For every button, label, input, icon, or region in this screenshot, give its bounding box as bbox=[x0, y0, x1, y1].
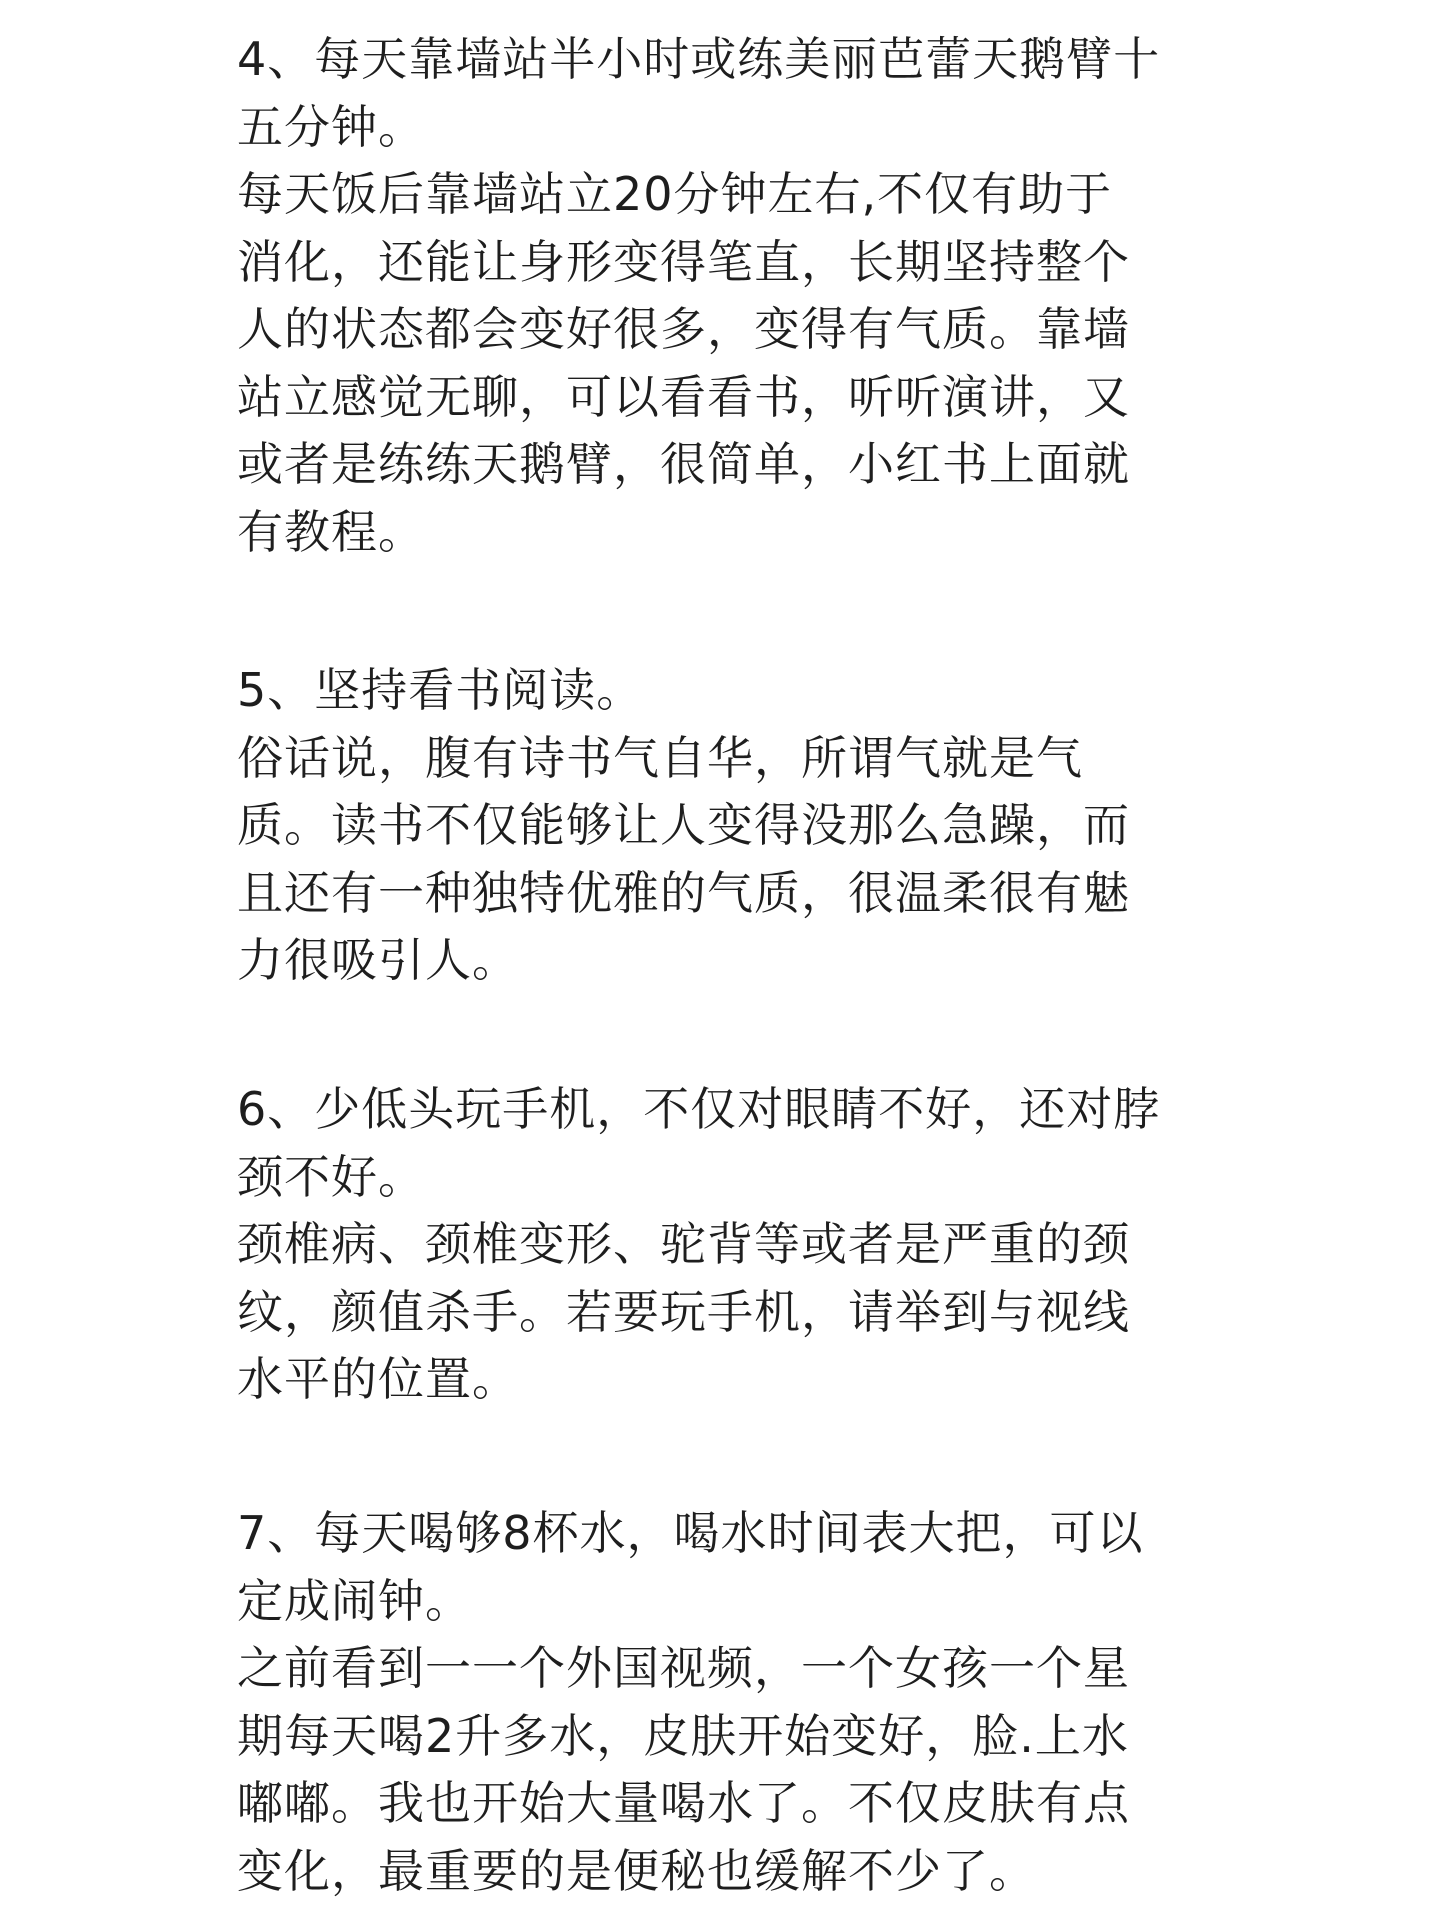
section-body-line: 每天饭后靠墙站立20分钟左右,不仅有助于 bbox=[237, 167, 1113, 221]
section-body-line: 人的状态都会变好很多，变得有气质。靠墙 bbox=[237, 302, 1130, 356]
section-body-line: 之前看到一一个外国视频，一个女孩一个星 bbox=[237, 1641, 1130, 1695]
section-heading-line: 五分钟。 bbox=[237, 99, 425, 154]
section-heading-line: 颈不好。 bbox=[237, 1149, 425, 1204]
section-7 bbox=[237, 1500, 1237, 1905]
section-body-line: 质。读书不仅能够让人变得没那么急躁，而 bbox=[237, 798, 1130, 852]
section-body-line: 颈椎病、颈椎变形、驼背等或者是严重的颈 bbox=[237, 1217, 1130, 1271]
section-heading-line: 5、坚持看书阅读。 bbox=[237, 663, 644, 717]
section-body-line: 有教程。 bbox=[237, 504, 425, 559]
section-6 bbox=[237, 1076, 1237, 1414]
section-body-line: 力很吸引人。 bbox=[237, 933, 519, 987]
section-heading-line: 4、每天靠墙站半小时或练美丽芭蕾天鹅臂十 bbox=[237, 32, 1161, 86]
section-heading-line: 定成闹钟。 bbox=[237, 1573, 472, 1628]
section-heading-line: 6、少低头玩手机，不仅对眼睛不好，还对脖 bbox=[237, 1082, 1161, 1136]
section-body-line: 消化，还能让身形变得笔直，长期坚持整个 bbox=[237, 234, 1130, 289]
section-body-line: 纹，颜值杀手。若要玩手机，请举到与视线 bbox=[237, 1284, 1130, 1339]
section-4 bbox=[237, 26, 1237, 566]
section-body-line: 且还有一种独特优雅的气质，很温柔很有魅 bbox=[237, 865, 1130, 920]
section-body-line: 期每天喝2升多水，皮肤开始变好，脸.上水 bbox=[237, 1708, 1129, 1763]
section-body-line: 嘟嘟。我也开始大量喝水了。不仅皮肤有点 bbox=[237, 1776, 1130, 1830]
section-body-line: 或者是练练天鹅臂，很简单，小红书上面就 bbox=[237, 437, 1130, 491]
section-heading-line: 7、每天喝够8杯水，喝水时间表大把，可以 bbox=[237, 1506, 1144, 1560]
section-body-line: 水平的位置。 bbox=[237, 1352, 519, 1406]
section-body-line: 变化，最重要的是便秘也缓解不少了。 bbox=[237, 1843, 1036, 1898]
section-body-line: 站立感觉无聊，可以看看书，听听演讲，又 bbox=[237, 369, 1130, 424]
section-body-line: 俗话说，腹有诗书气自华，所谓气就是气 bbox=[237, 730, 1083, 785]
section-5 bbox=[237, 657, 1237, 995]
